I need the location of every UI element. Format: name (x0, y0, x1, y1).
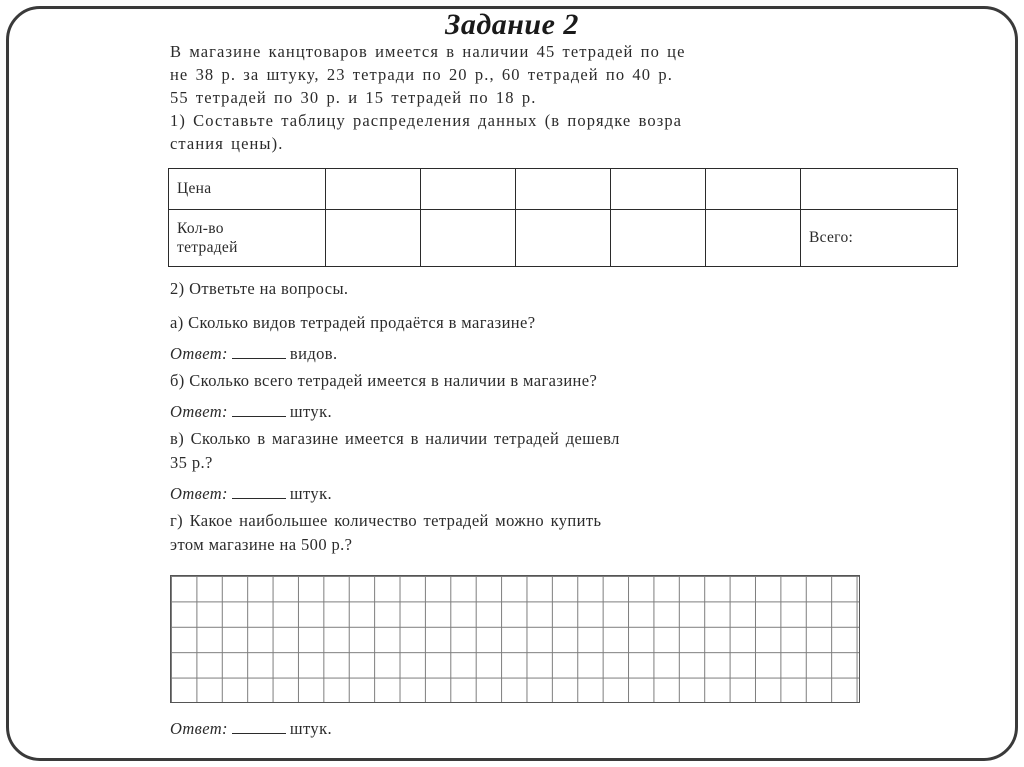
price-row-label: Цена (169, 169, 326, 210)
final-answer (170, 717, 870, 741)
price-cell-2[interactable] (421, 169, 516, 210)
final-answer-unit: штук. (289, 719, 333, 738)
final-answer-line (170, 717, 870, 741)
count-cell-2[interactable] (421, 210, 516, 267)
answer-a-unit: видов. (289, 344, 338, 363)
questions-section (170, 277, 870, 557)
task-intro-line-5: стания цены). (170, 134, 284, 153)
question-g-text-line1: г) Какое наибольшее количество тетрадей можно купить (170, 511, 602, 530)
question-v-text-line2: 35 р.? (170, 453, 213, 472)
task-intro-line-3: 55 тетрадей по 30 р. и 15 тетрадей по 18 р. (170, 88, 537, 107)
question-v (170, 427, 870, 506)
answer-v (170, 482, 870, 506)
distribution-table (168, 168, 958, 267)
price-cell-4[interactable] (611, 169, 706, 210)
answer-v-unit: штук. (289, 484, 333, 503)
count-cell-3[interactable] (516, 210, 611, 267)
question-g (170, 509, 870, 557)
question-v-text-line1: в) Сколько в магазине имеется в наличии тетрадей дешевл (170, 429, 620, 448)
table-row (169, 210, 958, 267)
answer-a-label: Ответ: (170, 344, 228, 363)
answer-b-label: Ответ: (170, 402, 228, 421)
question-b-text: б) Сколько всего тетрадей имеется в наличии в магазине? (170, 371, 598, 390)
answer-b (170, 400, 870, 424)
count-row-label (169, 210, 326, 267)
price-cell-1[interactable] (326, 169, 421, 210)
answer-v-blank[interactable] (232, 484, 286, 499)
price-cell-3[interactable] (516, 169, 611, 210)
page-title: Задание 2 (445, 8, 579, 41)
table-row (169, 169, 958, 210)
final-answer-blank[interactable] (232, 719, 286, 734)
task-intro-line-2: не 38 р. за штуку, 23 тетради по 20 р., 60 тетрадей по 40 р. (170, 65, 673, 84)
answer-b-blank[interactable] (232, 402, 286, 417)
count-row-label-line2: тетрадей (177, 239, 238, 256)
task-intro-line-1: В магазине канцтоваров имеется в наличии 45 тетрадей по це (170, 42, 686, 61)
work-area-grid[interactable] (170, 575, 860, 703)
question-b (170, 369, 870, 424)
distribution-table-wrapper (168, 168, 868, 267)
question-a-text: а) Сколько видов тетрадей продаётся в магазине? (170, 313, 536, 332)
answer-b-unit: штук. (289, 402, 333, 421)
answer-v-label: Ответ: (170, 484, 228, 503)
count-row-label-line1: Кол-во (177, 220, 224, 237)
count-total-label: Всего: (801, 210, 958, 267)
price-total-cell[interactable] (801, 169, 958, 210)
question-g-text-line2: этом магазине на 500 р.? (170, 535, 353, 554)
count-cell-1[interactable] (326, 210, 421, 267)
task-intro-line-4: 1) Составьте таблицу распределения данных (в порядке возра (170, 111, 683, 130)
questions-header: 2) Ответьте на вопросы. (170, 279, 349, 298)
price-cell-5[interactable] (706, 169, 801, 210)
worksheet-body (170, 40, 870, 744)
task-intro (170, 40, 870, 155)
count-cell-4[interactable] (611, 210, 706, 267)
count-cell-5[interactable] (706, 210, 801, 267)
answer-a-blank[interactable] (232, 344, 286, 359)
answer-a (170, 342, 870, 366)
final-answer-label: Ответ: (170, 719, 228, 738)
question-a (170, 311, 870, 366)
